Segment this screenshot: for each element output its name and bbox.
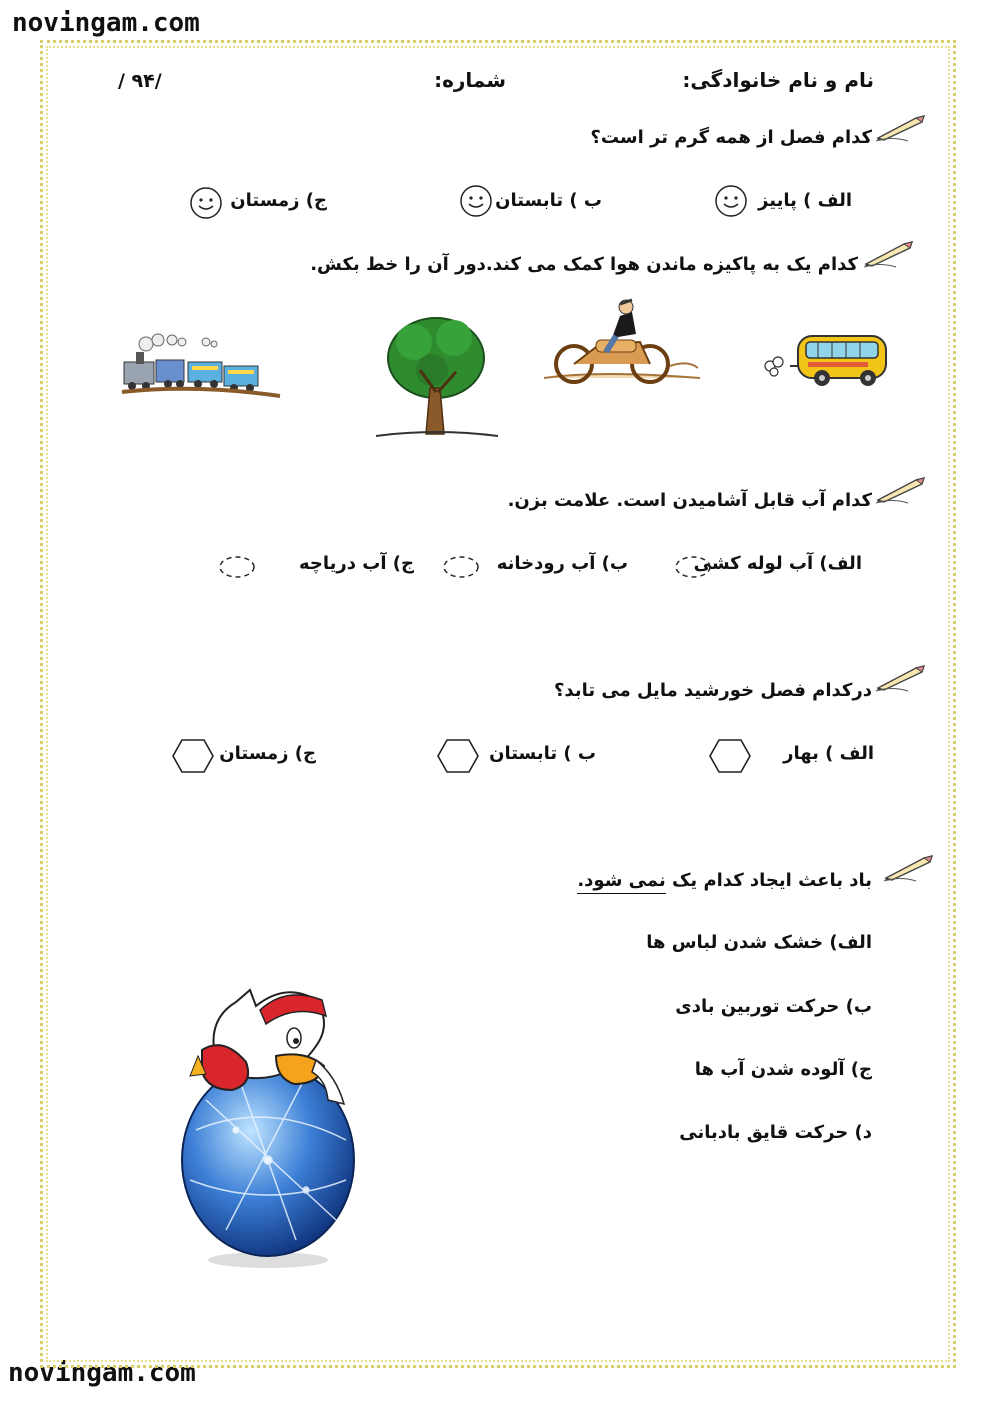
question-3: کدام آب قابل آشامیدن است. علامت بزن.: [507, 490, 872, 511]
q4-option-a: الف ) بهار: [783, 743, 874, 764]
q1-option-c: ج) زمستان: [230, 190, 327, 211]
question-5-text: باد باعث ایجاد کدام یک: [665, 870, 872, 891]
q1-option-a: الف ) پاییز: [758, 190, 852, 211]
tree-image[interactable]: [372, 308, 502, 442]
q3-option-b: ب) آب رودخانه: [496, 553, 628, 574]
pencil-icon: [862, 238, 916, 268]
q5-option-c: ج) آلوده شدن آب ها: [694, 1059, 872, 1080]
q5-option-d: د) حرکت قایق بادبانی: [679, 1122, 872, 1143]
name-label: نام و نام خانوادگی:: [682, 68, 874, 92]
question-5: [577, 870, 872, 891]
q3-option-a: الف) آب لوله کشی: [693, 553, 862, 574]
pencil-icon: [874, 112, 928, 142]
dashed-oval-icon[interactable]: [442, 555, 480, 579]
hexagon-icon[interactable]: [708, 738, 752, 774]
q5-option-a: الف) خشک شدن لباس ها: [646, 932, 872, 953]
duck-on-globe-image: [176, 980, 366, 1272]
train-image[interactable]: [116, 330, 284, 404]
date-field: / ۹۴/: [118, 70, 162, 92]
question-1: کدام فصل از همه گرم تر است؟: [590, 127, 872, 148]
bus-image[interactable]: [760, 326, 890, 388]
question-2: کدام یک به پاکیزه ماندن هوا کمک می کند.دور آن را خط بکش.: [310, 254, 858, 275]
smiley-icon[interactable]: [189, 186, 223, 220]
q4-option-c: ج) زمستان: [219, 743, 316, 764]
watermark-top: novingam.com: [12, 8, 200, 38]
q1-option-b: ب ) تابستان: [495, 190, 602, 211]
hexagon-icon[interactable]: [171, 738, 215, 774]
pencil-icon: [882, 852, 936, 882]
smiley-icon[interactable]: [714, 184, 748, 218]
pencil-icon: [874, 474, 928, 504]
q4-option-b: ب ) تابستان: [489, 743, 596, 764]
watermark-bottom: novingam.com: [8, 1358, 196, 1388]
q3-option-c: ج) آب دریاچه: [299, 553, 414, 574]
hexagon-icon[interactable]: [436, 738, 480, 774]
question-5-underlined: نمی شود.: [577, 870, 665, 894]
dashed-oval-icon[interactable]: [218, 555, 256, 579]
number-label: شماره:: [434, 68, 506, 92]
smiley-icon[interactable]: [459, 184, 493, 218]
pencil-icon: [874, 662, 928, 692]
dashed-oval-icon[interactable]: [674, 555, 712, 579]
question-4: درکدام فصل خورشید مایل می تابد؟: [553, 680, 872, 701]
motorcycle-image[interactable]: [540, 294, 704, 390]
q5-option-b: ب) حرکت توربین بادی: [675, 996, 872, 1017]
